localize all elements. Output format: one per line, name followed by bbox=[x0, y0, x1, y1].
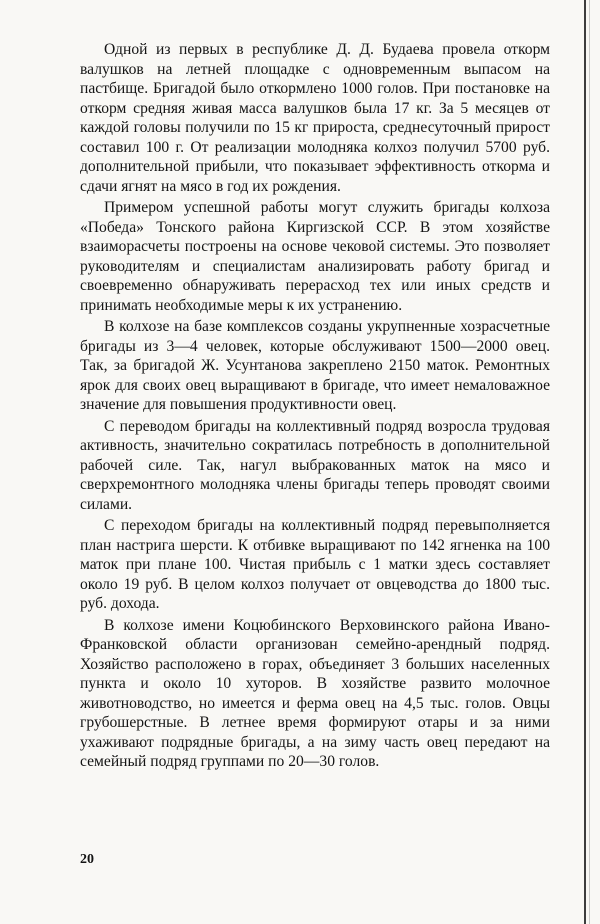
page-number: 20 bbox=[80, 852, 94, 867]
paragraph-4: С переводом бригады на коллективный подряд возросла трудовая активность, значительно сократилась потребность в дополнительной рабочей силе. Так, нагул выбракованных маток на мясо и сверхремонтного молодняка члены бригады теперь проводят своими силами. bbox=[80, 417, 550, 513]
scan-edge-line bbox=[584, 0, 586, 924]
paragraph-1: Одной из первых в республике Д. Д. Будаева провела откорм валушков на летней площадке с одновременным выпасом на пастбище. Бригадой было откормлено 1000 голов. При постановке на откорм средняя живая масса валушков была 17 кг. За 5 месяцев от каждой головы получили по 15 кг прироста, среднесуточный прирост составил 100 г. От реализации молодняка колхоз получил 5700 руб. дополнительной прибыли, что показывает эффективность откорма и сдачи ягнят на мясо в год их рождения. bbox=[80, 41, 550, 195]
paragraph-2: Примером успешной работы могут служить бригады колхоза «Победа» Тонского района Киргизской ССР. В этом хозяйстве взаиморасчеты построены на основе чековой системы. Это позволяет руководителям и специалистам анализировать работу бригад и своевременно обнаруживать перерасход тех или иных средств и принимать необходимые меры к их устранению. bbox=[80, 199, 550, 314]
body-text bbox=[80, 40, 550, 774]
paragraph-6: В колхозе имени Коцюбинского Верховинского района Ивано-Франковской области организован семейно-арендный подряд. Хозяйство расположено в горах, объединяет 3 больших населенных пункта и около 10 хуторов. В хозяйстве развито молочное животноводство, но имеется и ферма овец на 4,5 тыс. голов. Овцы грубошерстные. В летнее время формируют отары и за ними ухаживают подрядные бригады, а на зиму часть овец передают на семейный подряд группами по 20—30 голов. bbox=[80, 616, 550, 770]
paragraph-3: В колхозе на базе комплексов созданы укрупненные хозрасчетные бригады из 3—4 человек, которые обслуживают 1500—2000 овец. Так, за бригадой Ж. Усунтанова закреплено 2150 маток. Ремонтных ярок для своих овец выращивают в бригаде, что имеет немаловажное значение для повышения продуктивности овец. bbox=[80, 318, 550, 413]
paragraph-5: С переходом бригады на коллективный подряд перевыполняется план настрига шерсти. К отбивке выращивают по 142 ягненка на 100 маток при плане 100. Чистая прибыль с 1 матки здесь составляет около 19 руб. В целом колхоз получает от овцеводства до 1800 тыс. руб. дохода. bbox=[80, 517, 550, 612]
scan-edge-shadow bbox=[589, 0, 590, 924]
